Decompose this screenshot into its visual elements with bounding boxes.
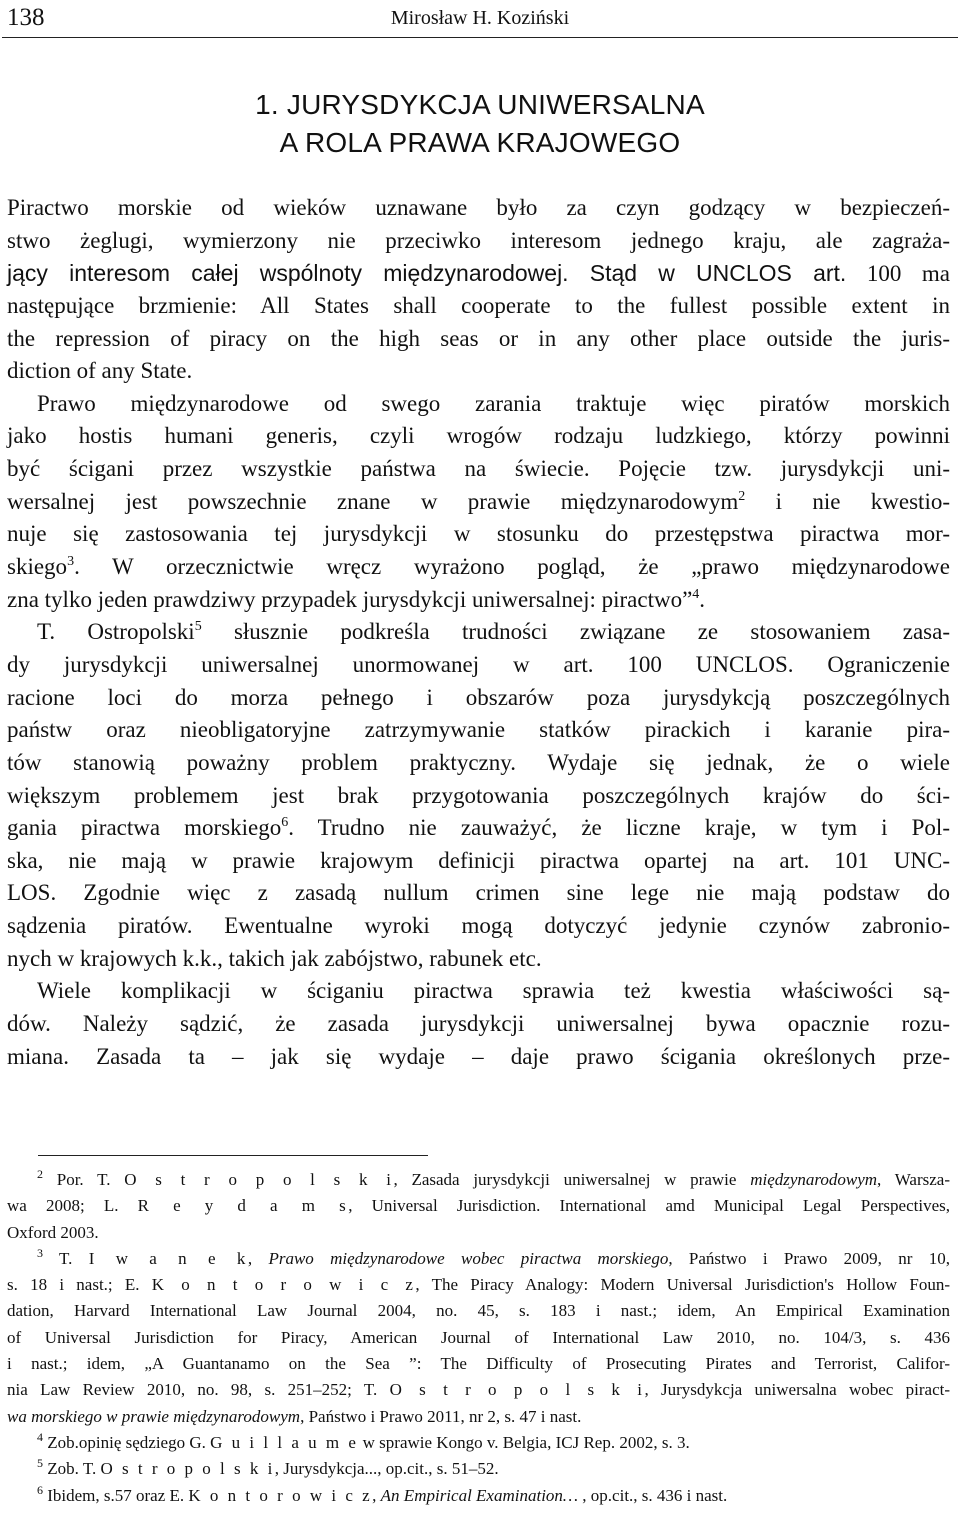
page-number: 138 <box>7 4 45 31</box>
body-line: sądzenia piratów. Ewentualne wyroki mogą dotyczyć jedynie czynów zabronio- <box>7 913 950 939</box>
body-line: państw oraz nieobligatoryjne zatrzymywanie statków pirackich i karanie pira- <box>7 717 950 743</box>
body-line: nuje się zastosowania tej jurysdykcji w stosunku do przestępstwa piractwa mor- <box>7 521 950 547</box>
chapter-title <box>0 86 960 162</box>
footnote-line: s. 18 i nast.; E. K o n t o r o w i c z, The Piracy Analogy: Modern Universal Jurisdiction's Hollow Foun- <box>7 1275 950 1295</box>
footnote-4: $^4$ Zob.opinię sędziego G. G u i l l a u m e w sprawie Kongo v. Belgia, ICJ Rep. 2002, s. 3. <box>37 1429 690 1452</box>
body-line: tów stanowią poważny problem praktyczny. Wydaje się jednak, że o wiele <box>7 749 950 775</box>
footnote-line: i nast.; idem, „A Guantanamo on the Sea ”: The Difficulty of Prosecuting Pirates and Terrorist, Califor- <box>7 1354 950 1374</box>
footnote-line: Oxford 2003. <box>7 1222 99 1242</box>
body-line: skiego$^3$. W orzecznictwie wręcz wyrażono pogląd, że „prawo międzynarodowe <box>7 554 950 580</box>
body-line: T. Ostropolski$^5$ słusznie podkreśla trudności związane ze stosowaniem zasa- <box>37 619 950 645</box>
body-line: zna tylko jeden prawdziwy przypadek jurysdykcji uniwersalnej: piractwo”$^4$. <box>7 586 706 612</box>
body-line: gania piractwa morskiego$^6$. Trudno nie zauważyć, że liczne kraje, w tym i Pol- <box>7 815 950 841</box>
footnote-separator <box>38 1155 428 1156</box>
chapter-title-line-1: 1. JURYSDYKCJA UNIWERSALNA <box>255 89 705 120</box>
footnote-5: $^5$ Zob. T. O s t r o p o l s k i, Jurysdykcja..., op.cit., s. 51–52. <box>37 1456 499 1479</box>
chapter-title-line-2: A ROLA PRAWA KRAJOWEGO <box>279 127 681 158</box>
body-line: jako hostis humani generis, czyli wrogów rodzaju ludzkiego, którzy powinni <box>7 423 950 449</box>
body-line: diction of any State. <box>7 358 193 384</box>
body-line: nych w krajowych k.k., takich jak zabójstwo, rabunek etc. <box>7 945 542 971</box>
footnote-ref-6: 6 <box>281 815 289 831</box>
body-line: wersalnej jest powszechnie znane w prawie międzynarodowym$^2$ i nie kwestio- <box>7 488 950 514</box>
body-line: ska, nie mają w prawie krajowym definicji piractwa opartej na art. 101 UNC- <box>7 847 950 873</box>
body-line: dy jurysdykcji uniwersalnej unormowanej w art. 100 UNCLOS. Ograniczenie <box>7 651 950 677</box>
body-line: the repression of piracy on the high seas or in any other place outside the juris- <box>7 325 950 351</box>
footnote-line: of Universal Jurisdiction for Piracy, American Journal of International Law 2010, no. 104/3, s. 436 <box>7 1327 950 1347</box>
body-line: Wiele komplikacji w ściganiu piractwa sprawia też kwestia właściwości są- <box>37 978 950 1004</box>
footnote-line: nia Law Review 2010, no. 98, s. 251–252; T. O s t r o p o l s k i, Jurysdykcja uniwersalna wobec piract- <box>7 1380 950 1400</box>
footnote-ref-5: 5 <box>194 619 202 635</box>
footnote-ref-4: 4 <box>692 586 700 602</box>
body-line: być ścigani przez wszystkie państwa na świecie. Pojęcie tzw. jurysdykcji uni- <box>7 456 950 482</box>
body-line: stwo żeglugi, wymierzony nie przeciwko interesom jednego kraju, ale zagraża- <box>7 227 950 253</box>
body-line: Piractwo morskie od wieków uznawane było za czyn godzący w bezpieczeń- <box>7 195 950 220</box>
footnote-3: $^3$ T. I w a n e k, Prawo międzynarodowe wobec piractwa morskiego, Państwo i Prawo 2009, nr 10, <box>37 1245 950 1268</box>
body-line: racione loci do morza pełnego i obszarów poza jurysdykcją poszczególnych <box>7 684 950 710</box>
running-header <box>0 0 960 42</box>
footnote-ref-3: 3 <box>67 554 75 570</box>
header-rule <box>2 37 958 38</box>
body-line: następujące brzmienie: All States shall cooperate to the fullest possible extent in <box>7 292 950 318</box>
body-line: Prawo międzynarodowe od swego zarania traktuje więc piratów morskich <box>37 390 950 416</box>
body-text <box>7 192 950 1073</box>
body-line: dów. Należy sądzić, że zasada jurysdykcji uniwersalnej bywa opacznie rozu- <box>7 1011 950 1037</box>
body-line: LOS. Zgodnie więc z zasadą nullum crimen sine lege nie mają podstaw do <box>7 880 950 906</box>
body-line: miana. Zasada ta – jak się wydaje – daje prawo ścigania określonych prze- <box>7 1043 950 1069</box>
footnote-line: dation, Harvard International Law Journal 2004, no. 45, s. 183 i nast.; idem, An Empirical Examination <box>7 1301 950 1321</box>
body-line: większym problemem jest brak przygotowania poszczególnych krajów do ści- <box>7 782 950 808</box>
running-head-author: Mirosław H. Koziński <box>390 7 570 29</box>
footnote-2: $^2$ Por. T. O s t r o p o l s k i, Zasada jurysdykcji uniwersalnej w prawie międzynarodowym, Warsza- <box>37 1167 950 1189</box>
footnote-line: wa morskiego w prawie międzynarodowym, Państwo i Prawo 2011, nr 2, s. 47 i nast. <box>7 1406 582 1426</box>
footnotes <box>7 1167 950 1509</box>
footnote-line: wa 2008; L. R e y d a m s, Universal Jurisdiction. International amd Municipal Legal Perspectives, <box>7 1196 950 1216</box>
body-line: jący interesom całej wspólnoty międzynarodowej. Stąd w UNCLOS art. 100 ma <box>7 260 950 287</box>
footnote-ref-2: 2 <box>738 488 746 504</box>
footnote-6: $^6$ Ibidem, s.57 oraz E. K o n t o r o w i c z, An Empirical Examination… , op.cit., s. 436 i nast. <box>37 1482 728 1505</box>
